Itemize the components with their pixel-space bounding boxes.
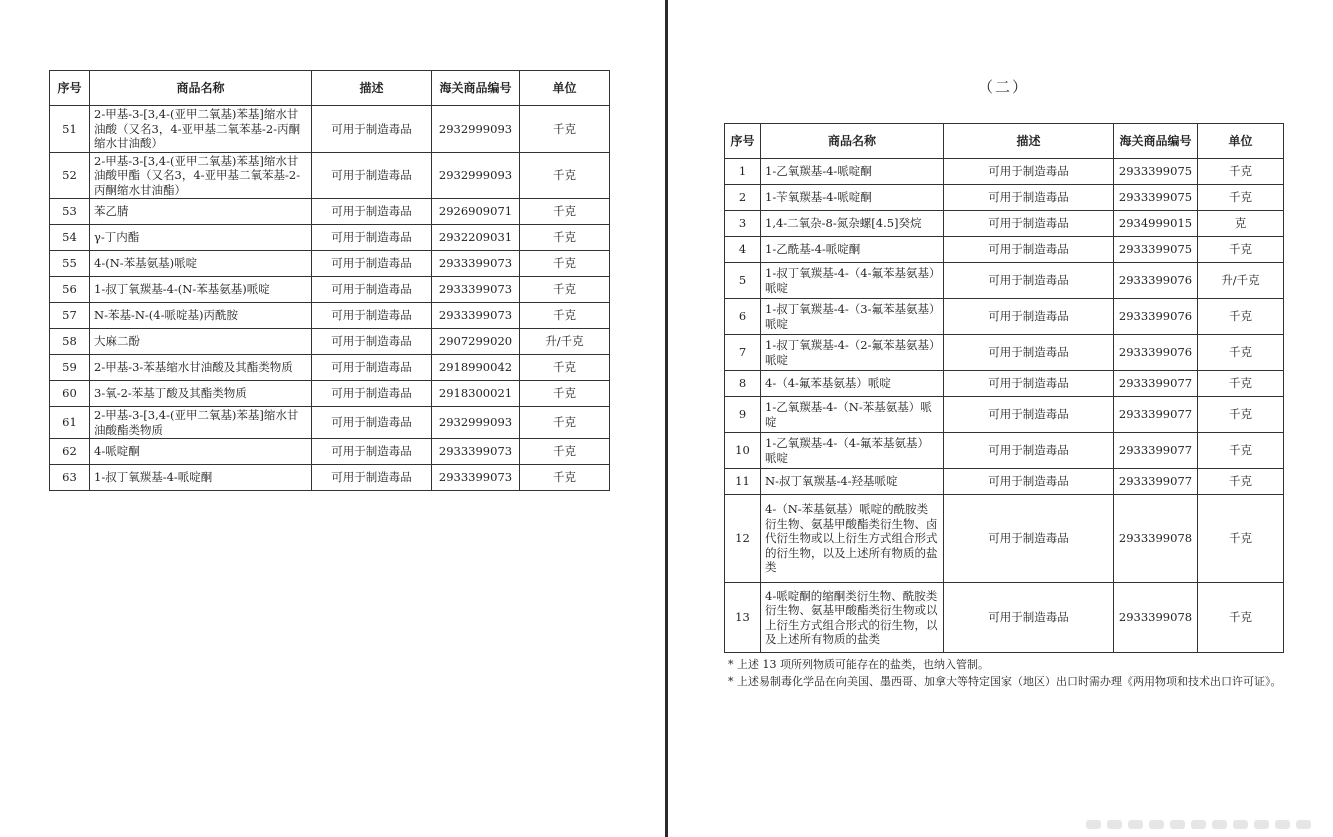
cell-name: 1-叔丁氧羰基-4-（2-氟苯基氨基）哌啶 [761, 335, 944, 371]
header-hs-code: 海关商品编号 [1114, 124, 1198, 159]
cell-unit: 千克 [520, 225, 610, 251]
cell-hs-code: 2933399073 [432, 303, 520, 329]
cell-unit: 千克 [1198, 397, 1284, 433]
cell-name: N-叔丁氧羰基-4-羟基哌啶 [761, 469, 944, 495]
cell-unit: 千克 [520, 465, 610, 491]
cell-index: 9 [725, 397, 761, 433]
cell-name: 1-叔丁氧羰基-4-（4-氟苯基氨基）哌啶 [761, 263, 944, 299]
cell-description: 可用于制造毒品 [944, 433, 1114, 469]
header-name: 商品名称 [90, 71, 312, 106]
cell-index: 56 [50, 277, 90, 303]
cell-name: 1-乙氧羰基-4-哌啶酮 [761, 159, 944, 185]
table-row [725, 299, 1284, 335]
cell-name: 1-乙氧羰基-4-（4-氟苯基氨基）哌啶 [761, 433, 944, 469]
table-header-row [725, 124, 1284, 159]
header-unit: 单位 [520, 71, 610, 106]
cell-hs-code: 2926909071 [432, 199, 520, 225]
cell-hs-code: 2933399076 [1114, 299, 1198, 335]
cell-unit: 千克 [1198, 371, 1284, 397]
table-row [725, 495, 1284, 583]
cell-hs-code: 2933399077 [1114, 433, 1198, 469]
footnotes [728, 656, 1282, 690]
cell-description: 可用于制造毒品 [312, 225, 432, 251]
cell-unit: 千克 [520, 251, 610, 277]
cell-unit: 千克 [520, 407, 610, 439]
header-name: 商品名称 [761, 124, 944, 159]
cell-index: 58 [50, 329, 90, 355]
cell-description: 可用于制造毒品 [312, 381, 432, 407]
cell-description: 可用于制造毒品 [944, 237, 1114, 263]
cell-hs-code: 2933399073 [432, 465, 520, 491]
cell-unit: 千克 [1198, 583, 1284, 653]
table-row [50, 152, 610, 199]
cell-index: 57 [50, 303, 90, 329]
cell-name: 2-甲基-3-[3,4-(亚甲二氧基)苯基]缩水甘油酸酯类物质 [90, 407, 312, 439]
cell-unit: 千克 [1198, 469, 1284, 495]
cell-description: 可用于制造毒品 [944, 495, 1114, 583]
cell-index: 51 [50, 106, 90, 153]
cell-hs-code: 2934999015 [1114, 211, 1198, 237]
cell-index: 59 [50, 355, 90, 381]
table-row [50, 106, 610, 153]
cell-hs-code: 2933399077 [1114, 469, 1198, 495]
cell-index: 1 [725, 159, 761, 185]
cell-unit: 千克 [520, 199, 610, 225]
cell-unit: 千克 [520, 152, 610, 199]
table-row [725, 237, 1284, 263]
table-row [50, 329, 610, 355]
cell-unit: 升/千克 [1198, 263, 1284, 299]
cell-name: 大麻二酚 [90, 329, 312, 355]
cell-description: 可用于制造毒品 [312, 329, 432, 355]
cell-name: 2-甲基-3-苯基缩水甘油酸及其酯类物质 [90, 355, 312, 381]
header-index: 序号 [50, 71, 90, 106]
cell-name: 1-叔丁氧羰基-4-（3-氟苯基氨基）哌啶 [761, 299, 944, 335]
cell-name: 1,4-二氧杂-8-氮杂螺[4.5]癸烷 [761, 211, 944, 237]
cell-name: 4-（4-氟苯基氨基）哌啶 [761, 371, 944, 397]
table-row [725, 583, 1284, 653]
cell-hs-code: 2932999093 [432, 407, 520, 439]
cell-index: 52 [50, 152, 90, 199]
cell-description: 可用于制造毒品 [944, 159, 1114, 185]
cell-hs-code: 2933399075 [1114, 185, 1198, 211]
cell-description: 可用于制造毒品 [312, 251, 432, 277]
table-row [50, 251, 610, 277]
cell-index: 61 [50, 407, 90, 439]
cell-index: 4 [725, 237, 761, 263]
cell-description: 可用于制造毒品 [312, 465, 432, 491]
table-row [725, 433, 1284, 469]
footnote: * 上述易制毒化学品在向美国、墨西哥、加拿大等特定国家（地区）出口时需办理《两用物项和技术出口许可证》。 [728, 675, 1282, 688]
cell-name: 1-叔丁氧羰基-4-(N-苯基氨基)哌啶 [90, 277, 312, 303]
cell-name: 4-哌啶酮 [90, 439, 312, 465]
cell-index: 6 [725, 299, 761, 335]
cell-name: 4-哌啶酮的缩酮类衍生物、酰胺类衍生物、氨基甲酸酯类衍生物或以上衍生方式组合形式的衍生物，以及上述所有物质的盐类 [761, 583, 944, 653]
table-row [50, 465, 610, 491]
cell-index: 7 [725, 335, 761, 371]
cell-name: 苯乙腈 [90, 199, 312, 225]
cell-hs-code: 2933399077 [1114, 397, 1198, 433]
table-row [50, 225, 610, 251]
footnote: * 上述 13 项所列物质可能存在的盐类，也纳入管制。 [728, 658, 989, 671]
header-description: 描述 [312, 71, 432, 106]
cell-description: 可用于制造毒品 [944, 335, 1114, 371]
cell-description: 可用于制造毒品 [312, 355, 432, 381]
table-row [50, 439, 610, 465]
cell-name: γ-丁内酯 [90, 225, 312, 251]
cell-unit: 千克 [520, 303, 610, 329]
cell-index: 62 [50, 439, 90, 465]
table-row [50, 277, 610, 303]
cell-index: 53 [50, 199, 90, 225]
cell-name: 3-氧-2-苯基丁酸及其酯类物质 [90, 381, 312, 407]
cell-hs-code: 2932999093 [432, 106, 520, 153]
table-row [725, 397, 1284, 433]
cell-hs-code: 2933399075 [1114, 159, 1198, 185]
cell-description: 可用于制造毒品 [312, 303, 432, 329]
watermark-strip [1086, 820, 1311, 829]
cell-description: 可用于制造毒品 [944, 211, 1114, 237]
cell-index: 12 [725, 495, 761, 583]
cell-hs-code: 2933399075 [1114, 237, 1198, 263]
cell-description: 可用于制造毒品 [944, 185, 1114, 211]
cell-index: 54 [50, 225, 90, 251]
cell-unit: 千克 [1198, 159, 1284, 185]
left-table [49, 70, 610, 491]
cell-description: 可用于制造毒品 [312, 106, 432, 153]
cell-hs-code: 2933399078 [1114, 495, 1198, 583]
cell-hs-code: 2933399076 [1114, 335, 1198, 371]
cell-index: 60 [50, 381, 90, 407]
cell-hs-code: 2933399073 [432, 277, 520, 303]
table-row [725, 335, 1284, 371]
cell-hs-code: 2918300021 [432, 381, 520, 407]
header-unit: 单位 [1198, 124, 1284, 159]
cell-unit: 千克 [1198, 299, 1284, 335]
cell-description: 可用于制造毒品 [312, 407, 432, 439]
cell-unit: 千克 [1198, 237, 1284, 263]
cell-index: 13 [725, 583, 761, 653]
cell-unit: 千克 [520, 381, 610, 407]
cell-description: 可用于制造毒品 [944, 583, 1114, 653]
cell-hs-code: 2932209031 [432, 225, 520, 251]
cell-index: 63 [50, 465, 90, 491]
cell-unit: 千克 [520, 106, 610, 153]
cell-unit: 千克 [520, 277, 610, 303]
table-row [725, 211, 1284, 237]
section-title: （二） [977, 78, 1029, 96]
table-row [50, 407, 610, 439]
cell-index: 8 [725, 371, 761, 397]
cell-name: 1-乙酰基-4-哌啶酮 [761, 237, 944, 263]
table-row [50, 381, 610, 407]
table-row [725, 263, 1284, 299]
cell-unit: 千克 [1198, 185, 1284, 211]
cell-description: 可用于制造毒品 [312, 439, 432, 465]
cell-name: 2-甲基-3-[3,4-(亚甲二氧基)苯基]缩水甘油酸（又名3，4-亚甲基二氧苯基-2-丙酮缩水甘油酸） [90, 106, 312, 153]
cell-hs-code: 2907299020 [432, 329, 520, 355]
cell-index: 2 [725, 185, 761, 211]
cell-unit: 千克 [520, 355, 610, 381]
cell-index: 10 [725, 433, 761, 469]
cell-unit: 千克 [1198, 335, 1284, 371]
cell-description: 可用于制造毒品 [944, 469, 1114, 495]
cell-hs-code: 2932999093 [432, 152, 520, 199]
right-table [724, 123, 1284, 653]
cell-name: 2-甲基-3-[3,4-(亚甲二氧基)苯基]缩水甘油酸甲酯（又名3，4-亚甲基二氧苯基-2-丙酮缩水甘油酯） [90, 152, 312, 199]
cell-index: 3 [725, 211, 761, 237]
table-row [50, 303, 610, 329]
cell-name: 1-叔丁氧羰基-4-哌啶酮 [90, 465, 312, 491]
cell-hs-code: 2918990042 [432, 355, 520, 381]
table-header-row [50, 71, 610, 106]
cell-description: 可用于制造毒品 [944, 299, 1114, 335]
cell-description: 可用于制造毒品 [944, 397, 1114, 433]
cell-hs-code: 2933399073 [432, 251, 520, 277]
cell-name: 1-苄氧羰基-4-哌啶酮 [761, 185, 944, 211]
header-hs-code: 海关商品编号 [432, 71, 520, 106]
cell-unit: 千克 [520, 439, 610, 465]
cell-description: 可用于制造毒品 [312, 199, 432, 225]
cell-hs-code: 2933399076 [1114, 263, 1198, 299]
cell-name: N-苯基-N-(4-哌啶基)丙酰胺 [90, 303, 312, 329]
cell-hs-code: 2933399077 [1114, 371, 1198, 397]
cell-unit: 克 [1198, 211, 1284, 237]
cell-index: 11 [725, 469, 761, 495]
cell-name: 4-(N-苯基氨基)哌啶 [90, 251, 312, 277]
cell-description: 可用于制造毒品 [312, 152, 432, 199]
table-row [725, 371, 1284, 397]
table-row [725, 469, 1284, 495]
header-description: 描述 [944, 124, 1114, 159]
cell-description: 可用于制造毒品 [944, 263, 1114, 299]
cell-name: 1-乙氧羰基-4-（N-苯基氨基）哌啶 [761, 397, 944, 433]
table-row [50, 355, 610, 381]
table-row [725, 159, 1284, 185]
cell-hs-code: 2933399073 [432, 439, 520, 465]
cell-name: 4-（N-苯基氨基）哌啶的酰胺类衍生物、氨基甲酸酯类衍生物、卤代衍生物或以上衍生方式组合形式的衍生物，以及上述所有物质的盐类 [761, 495, 944, 583]
cell-description: 可用于制造毒品 [312, 277, 432, 303]
table-row [50, 199, 610, 225]
cell-description: 可用于制造毒品 [944, 371, 1114, 397]
cell-unit: 千克 [1198, 433, 1284, 469]
table-row [725, 185, 1284, 211]
cell-unit: 千克 [1198, 495, 1284, 583]
cell-hs-code: 2933399078 [1114, 583, 1198, 653]
cell-index: 55 [50, 251, 90, 277]
cell-unit: 升/千克 [520, 329, 610, 355]
header-index: 序号 [725, 124, 761, 159]
cell-index: 5 [725, 263, 761, 299]
